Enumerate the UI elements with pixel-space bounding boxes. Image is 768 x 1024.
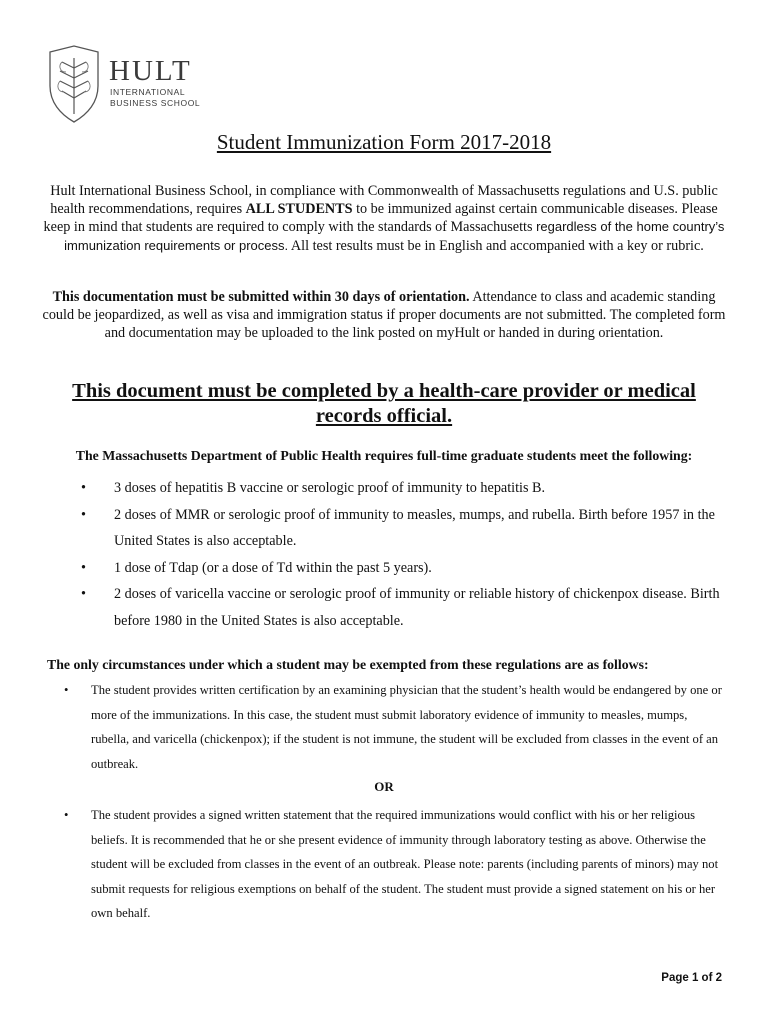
intro-paragraph — [40, 182, 728, 255]
bullet-icon: • — [81, 586, 86, 602]
list-item — [81, 502, 729, 555]
brand-subtitle — [110, 87, 200, 109]
requirement-text: 2 doses of MMR or serologic proof of immunity to measles, mumps, and rubella. Birth before 1957 in the United States is also acceptable. — [114, 506, 715, 549]
or-separator: OR — [374, 779, 394, 794]
requirement-text: 3 doses of hepatitis B vaccine or serologic proof of immunity to hepatitis B. — [114, 480, 546, 496]
exemptions-list-1 — [64, 678, 728, 776]
brand-line-2: BUSINESS SCHOOL — [110, 98, 201, 108]
requirement-text: 1 dose of Tdap (or a dose of Td within the past 5 years). — [114, 559, 432, 576]
list-item — [81, 555, 729, 582]
requirements-list — [81, 475, 729, 634]
bullet-icon: • — [64, 683, 69, 697]
intro-text-c: All test results must be in English and accompanied with a key or rubric. — [288, 237, 704, 254]
deadline-text: Attendance to class and academic standing could be jeopardized, as well as visa and immigration status if proper documents are not submitted. The completed form and documentation may be uploaded to the link posted on myHult or handed in during orientation. — [42, 289, 726, 342]
intro-text-a: Hult International Business School, in compliance with Commonwealth of Massachusetts regulations and U.S. public health recommendations, requires — [50, 183, 718, 218]
provider-heading: This document must be completed by a health-care provider or medical records official. — [72, 380, 696, 427]
bullet-icon: • — [81, 559, 86, 576]
exemptions-list-2 — [64, 803, 728, 926]
bullet-icon: • — [81, 480, 86, 496]
deadline-paragraph — [40, 288, 728, 343]
brand-name: HULT — [109, 55, 192, 87]
intro-text-narrow: regardless of the home country’s immunization requirements or process. — [64, 219, 725, 253]
list-item — [81, 475, 729, 502]
bullet-icon: • — [81, 506, 86, 523]
bullet-icon: • — [64, 808, 69, 822]
form-title: Student Immunization Form 2017-2018 — [216, 130, 552, 154]
list-item — [81, 581, 729, 634]
list-item — [64, 678, 728, 776]
intro-text-b: to be immunized against certain communicable diseases. Please keep in mind that students are required to comply with the standards of Massachusetts — [43, 201, 718, 236]
exemptions-heading: The only circumstances under which a student may be exempted from these regulations are as follows: — [47, 657, 649, 672]
exemption-medical-text: The student provides written certification by an examining physician that the student’s health would be endangered by one or more of the immunizations. In this case, the student must submit laboratory evidence of immunity to measles, mumps, rubella, and varicella (chickenpox); if the student is not immune, the student will be excluded from classes in the event of an outbreak. — [91, 683, 722, 771]
list-item — [64, 803, 728, 926]
deadline-bold: This documentation must be submitted within 30 days of orientation. — [52, 289, 470, 305]
requirements-heading: The Massachusetts Department of Public Health requires full-time graduate students meet the following: — [75, 448, 693, 463]
intro-all-students: ALL STUDENTS — [245, 201, 353, 218]
exemption-religious-text: The student provides a signed written statement that the required immunizations would conflict with his or her religious beliefs. It is recommended that he or she present evidence of immunity through laboratory testing as above. Otherwise the student will be excluded from classes in the event of an outbreak. Please note: parents (including parents of minors) may not submit requests for religious exemptions on behalf of the student. The student must provide a signed statement on his or her own behalf. — [91, 808, 719, 921]
requirement-text: 2 doses of varicella vaccine or serologic proof of immunity or reliable history of chickenpox disease. Birth before 1980 in the United States is also acceptable. — [114, 586, 720, 629]
page-number: Page 1 of 2 — [661, 972, 722, 984]
hult-logo-icon — [46, 44, 102, 124]
brand-line-1: INTERNATIONAL — [110, 87, 186, 97]
